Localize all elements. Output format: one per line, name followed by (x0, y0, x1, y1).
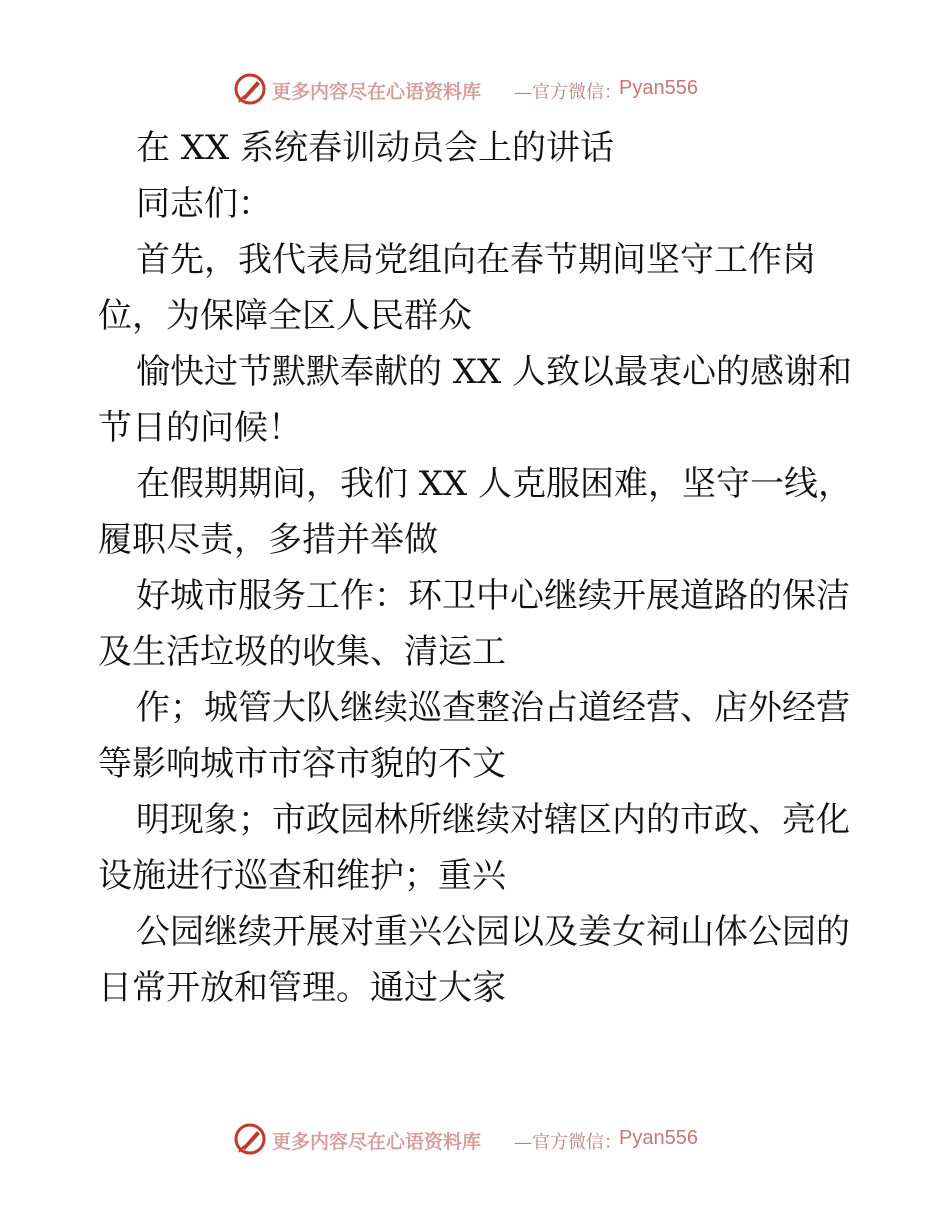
watermark-site-text: 更多内容尽在心语资料库 (272, 1131, 482, 1153)
header-watermark (0, 70, 950, 110)
salutation: 同志们： (136, 184, 272, 224)
watermark-wechat-label: —官方微信： (514, 1132, 622, 1153)
watermark-wechat-id: Pyan556 (619, 77, 698, 99)
paragraph-line: 在假期期间，我们 XX 人克服困难，坚守一线， (136, 464, 853, 504)
feather-pen-logo-icon (233, 72, 267, 106)
paragraph-line: 节日的问候！ (98, 408, 302, 448)
paragraph-line: 明现象；市政园林所继续对辖区内的市政、亮化 (136, 800, 850, 840)
feather-pen-logo-icon (233, 1122, 267, 1156)
document-body (98, 120, 858, 1016)
document-title: 在 XX 系统春训动员会上的讲话 (136, 128, 615, 168)
paragraph-line: 首先，我代表局党组向在春节期间坚守工作岗 (136, 240, 816, 280)
watermark-wechat-id: Pyan556 (619, 1127, 698, 1149)
paragraph-line: 等影响城市市容市貌的不文 (98, 744, 506, 784)
paragraph-line: 位，为保障全区人民群众 (98, 296, 472, 336)
paragraph-line: 好城市服务工作：环卫中心继续开展道路的保洁 (136, 576, 850, 616)
watermark-site-text: 更多内容尽在心语资料库 (272, 81, 482, 103)
paragraph-line: 公园继续开展对重兴公园以及姜女祠山体公园的 (136, 912, 850, 952)
paragraph-line: 履职尽责，多措并举做 (98, 520, 438, 560)
paragraph-line: 日常开放和管理。通过大家 (98, 968, 506, 1008)
paragraph-line: 及生活垃圾的收集、清运工 (98, 632, 506, 672)
footer-watermark (0, 1120, 950, 1160)
paragraph-line: 愉快过节默默奉献的 XX 人致以最衷心的感谢和 (136, 352, 853, 392)
paragraph-line: 设施进行巡查和维护；重兴 (98, 856, 506, 896)
paragraph-line: 作；城管大队继续巡查整治占道经营、店外经营 (136, 688, 850, 728)
watermark-wechat-label: —官方微信： (514, 82, 622, 103)
